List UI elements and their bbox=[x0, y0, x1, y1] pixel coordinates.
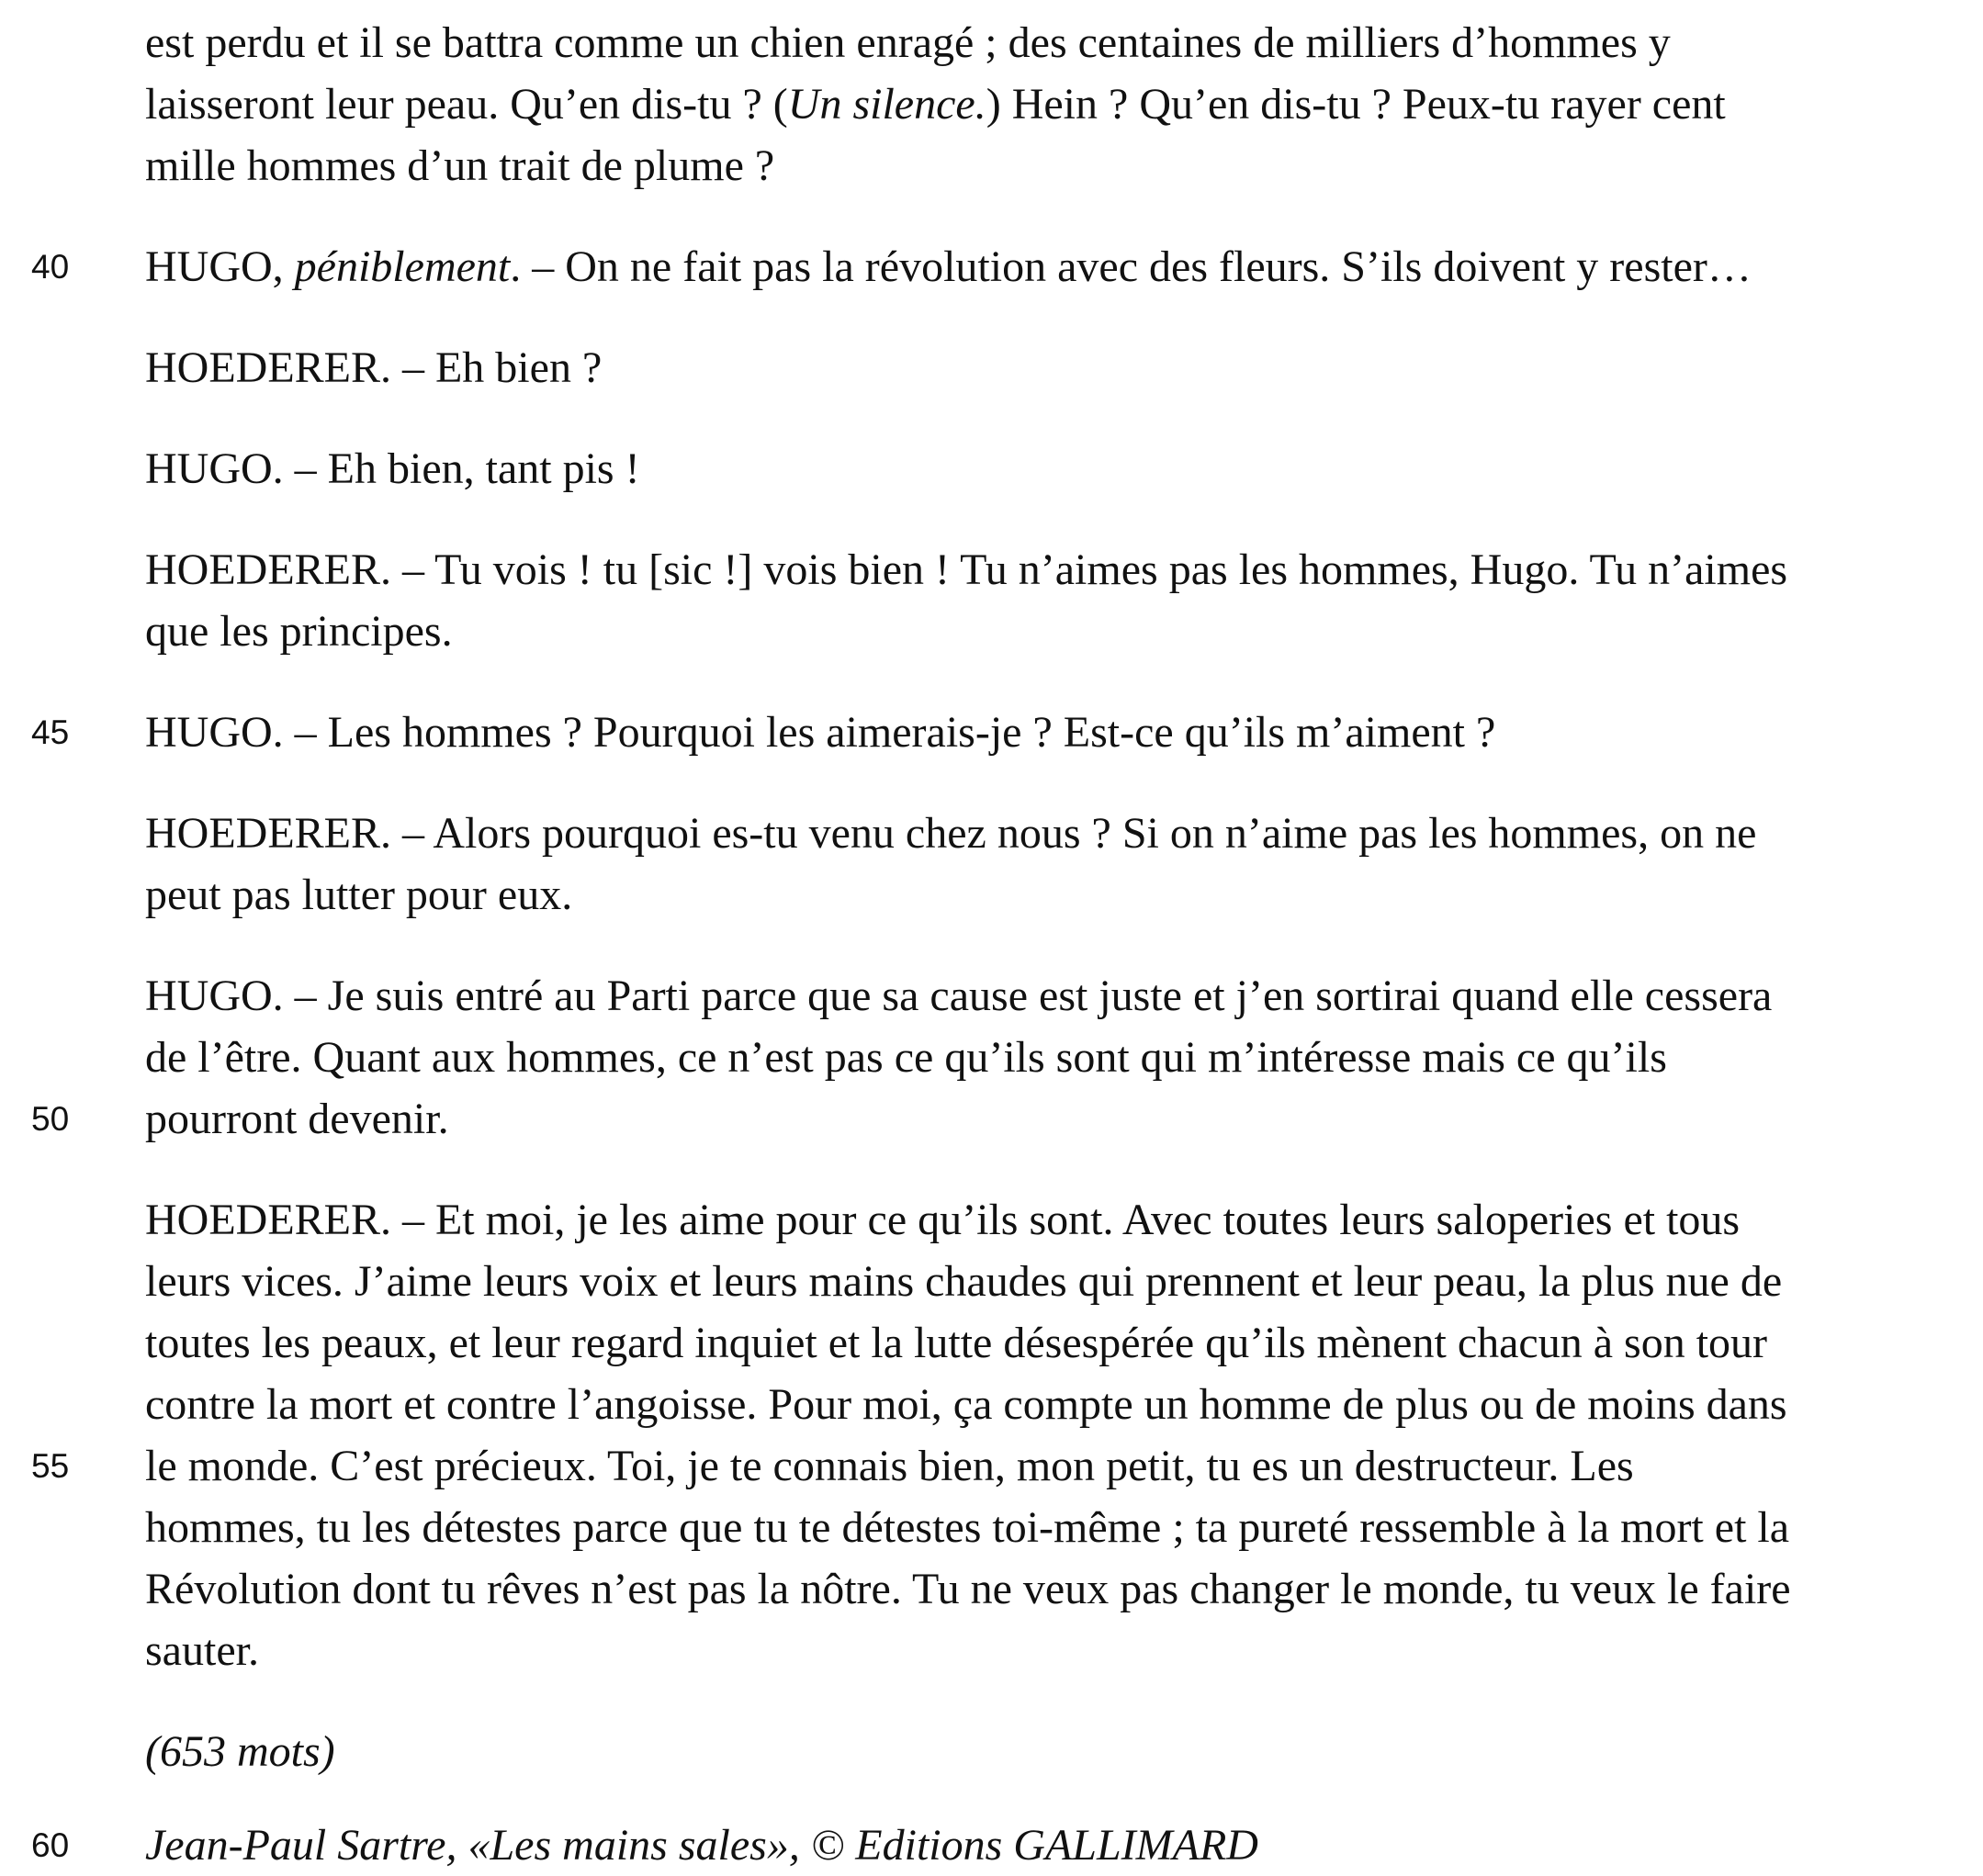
text-line bbox=[145, 236, 1752, 298]
text-line: le monde. C’est précieux. Toi, je te connais bien, mon petit, tu es un destructeur. Les bbox=[145, 1442, 1634, 1490]
text-segment: ) Hein ? Qu’en dis-tu ? Peux-tu rayer cent bbox=[986, 80, 1726, 129]
text-line: toutes les peaux, et leur regard inquiet et la lutte désespérée qu’ils mènent chacun à son tour bbox=[145, 1319, 1768, 1367]
line-number: 60 bbox=[31, 1826, 70, 1864]
stage-direction: péniblement bbox=[294, 242, 511, 291]
text-line: HOEDERER. – Eh bien ? bbox=[145, 343, 603, 392]
text-line: HUGO. – Je suis entré au Parti parce que sa cause est juste et j’en sortirai quand elle cessera bbox=[145, 972, 1773, 1020]
text-line: contre la mort et contre l’angoisse. Pour moi, ça compte un homme de plus ou de moins dans bbox=[145, 1380, 1787, 1429]
text-line: sauter. bbox=[145, 1626, 259, 1675]
text-line bbox=[145, 73, 1726, 135]
text-line: est perdu et il se battra comme un chien enragé ; des centaines de milliers d’hommes y bbox=[145, 18, 1671, 67]
stage-direction: Un silence. bbox=[787, 80, 986, 129]
text-line: pourront devenir. bbox=[145, 1095, 449, 1143]
speaker-name: HUGO, bbox=[145, 242, 295, 291]
line-number: 55 bbox=[31, 1447, 70, 1485]
text-line: hommes, tu les détestes parce que tu te détestes toi-même ; ta pureté ressemble à la mort et la bbox=[145, 1503, 1790, 1552]
text-line: mille hommes d’un trait de plume ? bbox=[145, 141, 775, 190]
source-citation: Jean-Paul Sartre, «Les mains sales», © Editions GALLIMARD bbox=[145, 1821, 1258, 1870]
text-line: HOEDERER. – Tu vois ! tu [sic !] vois bien ! Tu n’aimes pas les hommes, Hugo. Tu n’aimes bbox=[145, 545, 1788, 594]
text-line: de l’être. Quant aux hommes, ce n’est pas ce qu’ils sont qui m’intéresse mais ce qu’ils bbox=[145, 1033, 1667, 1082]
line-number: 50 bbox=[31, 1100, 70, 1138]
text-line: peut pas lutter pour eux. bbox=[145, 871, 573, 919]
text-line: leurs vices. J’aime leurs voix et leurs mains chaudes qui prennent et leur peau, la plus nue de bbox=[145, 1257, 1783, 1306]
line-number: 45 bbox=[31, 713, 70, 751]
text-line: HUGO. – Les hommes ? Pourquoi les aimerais-je ? Est-ce qu’ils m’aiment ? bbox=[145, 708, 1496, 757]
word-count: (653 mots) bbox=[145, 1727, 335, 1776]
text-segment: laisseront leur peau. Qu’en dis-tu ? ( bbox=[145, 80, 788, 129]
text-line: HOEDERER. – Alors pourquoi es-tu venu chez nous ? Si on n’aime pas les hommes, on ne bbox=[145, 809, 1757, 858]
text-segment: . – On ne fait pas la révolution avec des fleurs. S’ils doivent y rester… bbox=[510, 242, 1752, 291]
text-line: HOEDERER. – Et moi, je les aime pour ce qu’ils sont. Avec toutes leurs saloperies et tous bbox=[145, 1196, 1741, 1244]
text-line: HUGO. – Eh bien, tant pis ! bbox=[145, 444, 640, 493]
text-line: Révolution dont tu rêves n’est pas la nôtre. Tu ne veux pas changer le monde, tu veux le faire bbox=[145, 1565, 1791, 1613]
line-number: 40 bbox=[31, 248, 70, 286]
text-line: que les principes. bbox=[145, 607, 453, 656]
